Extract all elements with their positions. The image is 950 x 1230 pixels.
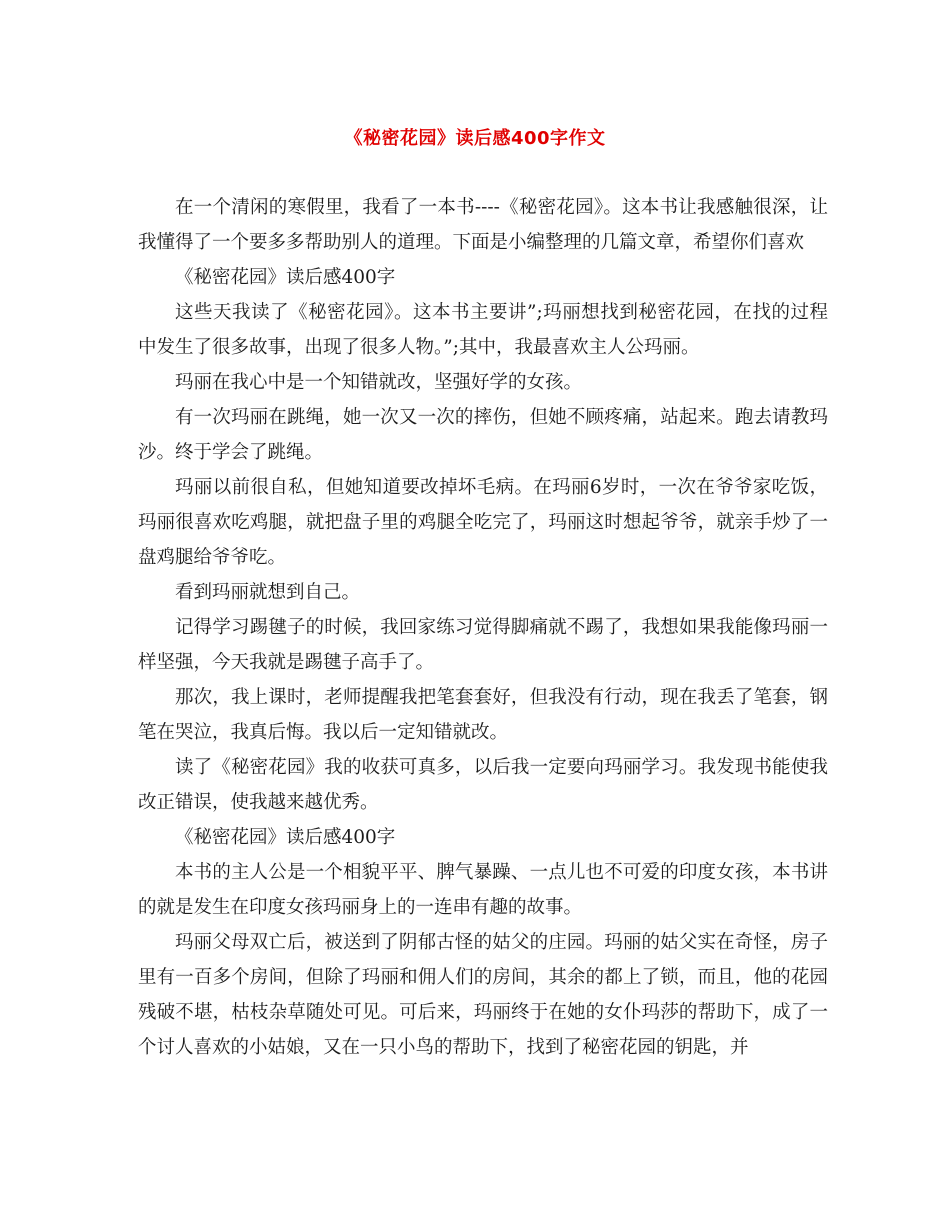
- section-heading: 《秘密花园》读后感400字: [175, 827, 396, 848]
- paragraph: 玛丽以前很自私，但她知道要改掉坏毛病。在玛丽6岁时，一次在爷爷家吃饭，玛丽很喜欢吃鸡腿，就把盘子里的鸡腿全吃完了，玛丽这时想起爷爷，就亲手炒了一盘鸡腿给爷爷吃。: [138, 477, 828, 568]
- paragraph: 记得学习踢毽子的时候，我回家练习觉得脚痛就不踢了，我想如果我能像玛丽一样坚强，今天我就是踢毽子高手了。: [138, 617, 828, 673]
- paragraph: 本书的主人公是一个相貌平平、脾气暴躁、一点儿也不可爱的印度女孩，本书讲的就是发生在印度女孩玛丽身上的一连串有趣的故事。: [138, 862, 828, 918]
- paragraph: 看到玛丽就想到自己。: [175, 582, 361, 603]
- paragraph: 玛丽父母双亡后，被送到了阴郁古怪的姑父的庄园。玛丽的姑父实在奇怪，房子里有一百多个房间，但除了玛丽和佣人们的房间，其余的都上了锁，而且，他的花园残破不堪，枯枝杂草随处可见。可后来，玛丽终于在她的女仆玛莎的帮助下，成了一个讨人喜欢的小姑娘，又在一只小鸟的帮助下，找到了秘密花园的钥匙，并: [138, 932, 828, 1058]
- paragraph: 玛丽在我心中是一个知错就改，坚强好学的女孩。: [175, 372, 583, 393]
- paragraph: 那次，我上课时，老师提醒我把笔套套好，但我没有行动，现在我丢了笔套，钢笔在哭泣，我真后悔。我以后一定知错就改。: [138, 687, 828, 743]
- paragraph: 读了《秘密花园》我的收获可真多，以后我一定要向玛丽学习。我发现书能使我改正错误，使我越来越优秀。: [138, 757, 828, 813]
- document-title: 《秘密花园》读后感400字作文: [344, 128, 606, 149]
- paragraph: 在一个清闲的寒假里，我看了一本书----《秘密花园》。这本书让我感触很深，让我懂得了一个要多多帮助别人的道理。下面是小编整理的几篇文章，希望你们喜欢: [138, 197, 828, 253]
- paragraph: 这些天我读了《秘密花园》。这本书主要讲”;玛丽想找到秘密花园，在找的过程中发生了很多故事，出现了很多人物。”;其中，我最喜欢主人公玛丽。: [138, 302, 828, 358]
- paragraph: 有一次玛丽在跳绳，她一次又一次的摔伤，但她不顾疼痛，站起来。跑去请教玛沙。终于学会了跳绳。: [138, 407, 828, 463]
- document-body: [138, 190, 828, 1065]
- section-heading: 《秘密花园》读后感400字: [175, 267, 396, 288]
